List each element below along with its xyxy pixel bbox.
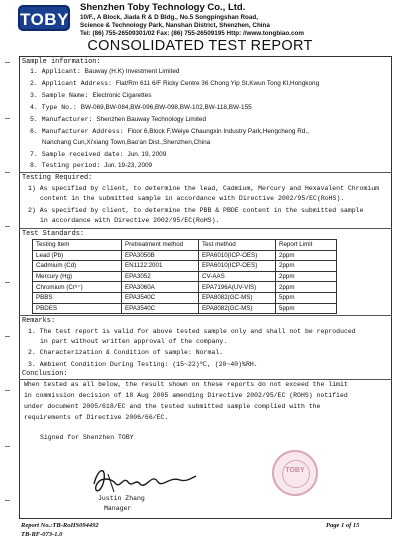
table-cell: 2ppm xyxy=(276,271,337,282)
test-standards-table xyxy=(32,239,337,314)
table-cell: EPA3540C xyxy=(122,303,199,314)
item-number: 1. xyxy=(28,328,36,335)
table-row xyxy=(33,303,337,314)
table-cell: Lead (Pb) xyxy=(33,250,122,261)
testing-required-item xyxy=(28,185,379,192)
item-value: Jun. 19-23, 2009 xyxy=(104,162,153,169)
item-number: 2) xyxy=(28,207,36,214)
section-divider xyxy=(19,315,392,316)
item-value: BW-069,BW-084,BW-096,BW-098,BW-102,BW-118,BW-155 xyxy=(80,104,252,111)
column-header: Report Limit xyxy=(276,240,337,251)
margin-tick xyxy=(5,172,10,173)
testing-required-heading: Testing Required: xyxy=(22,174,93,182)
margin-tick xyxy=(5,118,10,119)
sample-info-item xyxy=(30,104,252,111)
item-label: Manufacturer: xyxy=(41,116,93,123)
section-divider xyxy=(19,228,392,229)
item-value: Floor 6,Block F,Weiye Chaungxin Industry Park,Hengcheng Rd., xyxy=(127,128,309,135)
sample-info-heading: Sample information: xyxy=(22,58,101,66)
conclusion-line: When tested as all below, the result shown on these reports do not exceed the limit xyxy=(24,381,348,388)
signed-for-label: Signed for Shenzhen TOBY xyxy=(40,434,134,441)
table-cell: EPA3050B xyxy=(122,250,199,261)
margin-tick xyxy=(5,336,10,337)
table-cell: EPA3540C xyxy=(122,292,199,303)
conclusion-line: requirements of Directive 2006/66/EC. xyxy=(24,414,169,421)
sample-info-item xyxy=(30,162,152,169)
page-number: Page 1 of 15 xyxy=(326,522,360,529)
item-number: 5. xyxy=(30,116,38,123)
remark-item xyxy=(28,349,223,356)
table-row xyxy=(33,292,337,303)
signer-name: Justin Zhang xyxy=(98,495,145,502)
sample-info-item xyxy=(30,151,166,158)
sample-info-item xyxy=(30,80,319,87)
section-divider xyxy=(19,172,392,173)
item-number: 3. xyxy=(30,92,38,99)
item-number: 6. xyxy=(30,128,38,135)
sample-info-item xyxy=(30,92,151,99)
sample-info-item xyxy=(30,128,309,135)
table-row xyxy=(33,271,337,282)
table-row xyxy=(33,261,337,272)
test-standards-heading: Test Standards: xyxy=(22,230,85,238)
conclusion-line: in commission decision of 18 Aug 2005 amending Directive 2002/95/EC (ROHS) notified xyxy=(24,392,348,399)
testing-required-item xyxy=(28,207,363,214)
column-header: Testing Item xyxy=(33,240,122,251)
item-number: 4. xyxy=(30,104,38,111)
address-line-2: Science & Technology Park, Nanshan District, Shenzhen, China xyxy=(80,22,270,29)
handwritten-signature xyxy=(88,462,198,498)
item-text: As specified by client, to determine the PBB & PBDE content in the submitted sample xyxy=(39,207,364,214)
sample-info-item xyxy=(30,68,179,75)
table-cell: 2ppm xyxy=(276,261,337,272)
item-label: Testing period: xyxy=(41,162,101,169)
contact-line: Tel: (86) 755-26509301/02 Fax: (86) 755-26509195 Http: //www.tongbiao.com xyxy=(80,30,304,37)
table-cell: Cadmium (Cd) xyxy=(33,261,122,272)
testing-required-item-continued: content in the submitted sample in accordance with Directive 2002/95/EC(RoHS). xyxy=(40,195,345,202)
conclusion-heading: Conclusion: xyxy=(22,370,68,378)
company-address xyxy=(80,14,398,38)
form-number: TB-RF-073-1.0 xyxy=(21,531,63,538)
table-cell: PBBS xyxy=(33,292,122,303)
page-title: CONSOLIDATED TEST REPORT xyxy=(87,38,313,54)
item-number: 1) xyxy=(28,185,36,192)
table-cell: EPA6010(ICP-OES) xyxy=(199,261,276,272)
table-cell: CV-AAS xyxy=(199,271,276,282)
item-number: 3. xyxy=(28,361,36,368)
item-value: Nanchang Cun,Xi'xiang Town,Bao'an Dist.,Shenzhen,China xyxy=(42,139,211,146)
table-row xyxy=(33,282,337,293)
table-cell: 5ppm xyxy=(276,292,337,303)
margin-tick xyxy=(5,446,10,447)
company-seal-stamp xyxy=(272,450,318,496)
company-name: Shenzhen Toby Technology Co., Ltd. xyxy=(80,2,246,13)
item-label: Applicant Address: xyxy=(41,80,112,87)
item-label: Manufacturer Address: xyxy=(41,128,124,135)
item-value: Shenzhen Bauway Technology Limited xyxy=(96,116,207,123)
margin-tick xyxy=(5,226,10,227)
remark-item-continued: in part without written approval of the company. xyxy=(40,338,228,345)
table-row xyxy=(33,250,337,261)
column-header: Pretreatment method xyxy=(122,240,199,251)
table-cell: PBDES xyxy=(33,303,122,314)
signer-role: Manager xyxy=(104,505,132,512)
stamp-inner-ring xyxy=(282,460,310,488)
item-number: 2. xyxy=(28,349,36,356)
item-number: 2. xyxy=(30,80,38,87)
remark-item xyxy=(28,360,258,368)
margin-tick xyxy=(5,62,10,63)
table-cell: EPA8082(GC-MS) xyxy=(199,292,276,303)
item-value: Flat/Rm 611 6/F Ricky Centre 36 Chong Yip St,Kwun Tong Kl,Hongkong xyxy=(115,80,320,87)
item-number: 1. xyxy=(30,68,38,75)
item-value: Electronic Cigarettes xyxy=(92,92,152,99)
table-cell: EN1122:2001 xyxy=(122,261,199,272)
stamp-text: TOBY xyxy=(285,467,305,474)
sample-info-item-continued xyxy=(42,139,210,146)
address-line-1: 10/F., A Block, Jiada R & D Bldg., No.5 Songpingshan Road, xyxy=(80,14,258,21)
company-logo: TOBY xyxy=(18,5,70,31)
item-text: As specified by client, to determine the lead, Cadmium, Mercury and Hexavalent Chromium xyxy=(39,185,380,192)
table-cell: EPA3052 xyxy=(122,271,199,282)
table-header-row xyxy=(33,240,337,251)
margin-tick xyxy=(5,390,10,391)
column-header: Test method xyxy=(199,240,276,251)
item-value: Jun. 19, 2009 xyxy=(127,151,167,158)
table-cell: EPA8082(GC-MS) xyxy=(199,303,276,314)
remark-item xyxy=(28,328,356,335)
table-cell: Chromium (Cr⁶⁺) xyxy=(33,282,122,293)
table-cell: EPA7196A(UV-VIS) xyxy=(199,282,276,293)
remarks-heading: Remarks: xyxy=(22,317,56,325)
table-cell: EPA3060A xyxy=(122,282,199,293)
table-cell: EPA6010(ICP-OES) xyxy=(199,250,276,261)
table-cell: 2ppm xyxy=(276,250,337,261)
table-cell: Mercury (Hg) xyxy=(33,271,122,282)
item-number: 8. xyxy=(30,162,38,169)
testing-required-item-continued: in accordance with Directive 2002/95/EC(RoHS). xyxy=(40,217,220,224)
table-cell: 2ppm xyxy=(276,282,337,293)
item-text: The test report is valid for above tested sample only and shall not be reproduced xyxy=(39,328,356,335)
item-label: Applicant: xyxy=(41,68,81,75)
conclusion-line: under document 2005/618/EC and the tested submitted sample complied with the xyxy=(24,403,321,410)
item-number: 7. xyxy=(30,151,38,158)
margin-tick xyxy=(5,500,10,501)
item-text: Ambient Condition During Testing: (15~22)℃, (20~40)%RH. xyxy=(39,361,258,368)
report-number: Report No.:TB-RoHS094492 xyxy=(21,522,99,529)
margin-tick xyxy=(5,282,10,283)
section-divider xyxy=(19,379,392,380)
item-label: Sample Name: xyxy=(41,92,89,99)
item-label: Sample received date: xyxy=(41,151,124,158)
item-text: Characterization & Condition of sample: Normal. xyxy=(39,349,224,356)
sample-info-item xyxy=(30,116,206,123)
item-value: Bauway (H.K) Investment Limited xyxy=(84,68,180,75)
item-label: Type No.: xyxy=(41,104,77,111)
table-cell: 5ppm xyxy=(276,303,337,314)
